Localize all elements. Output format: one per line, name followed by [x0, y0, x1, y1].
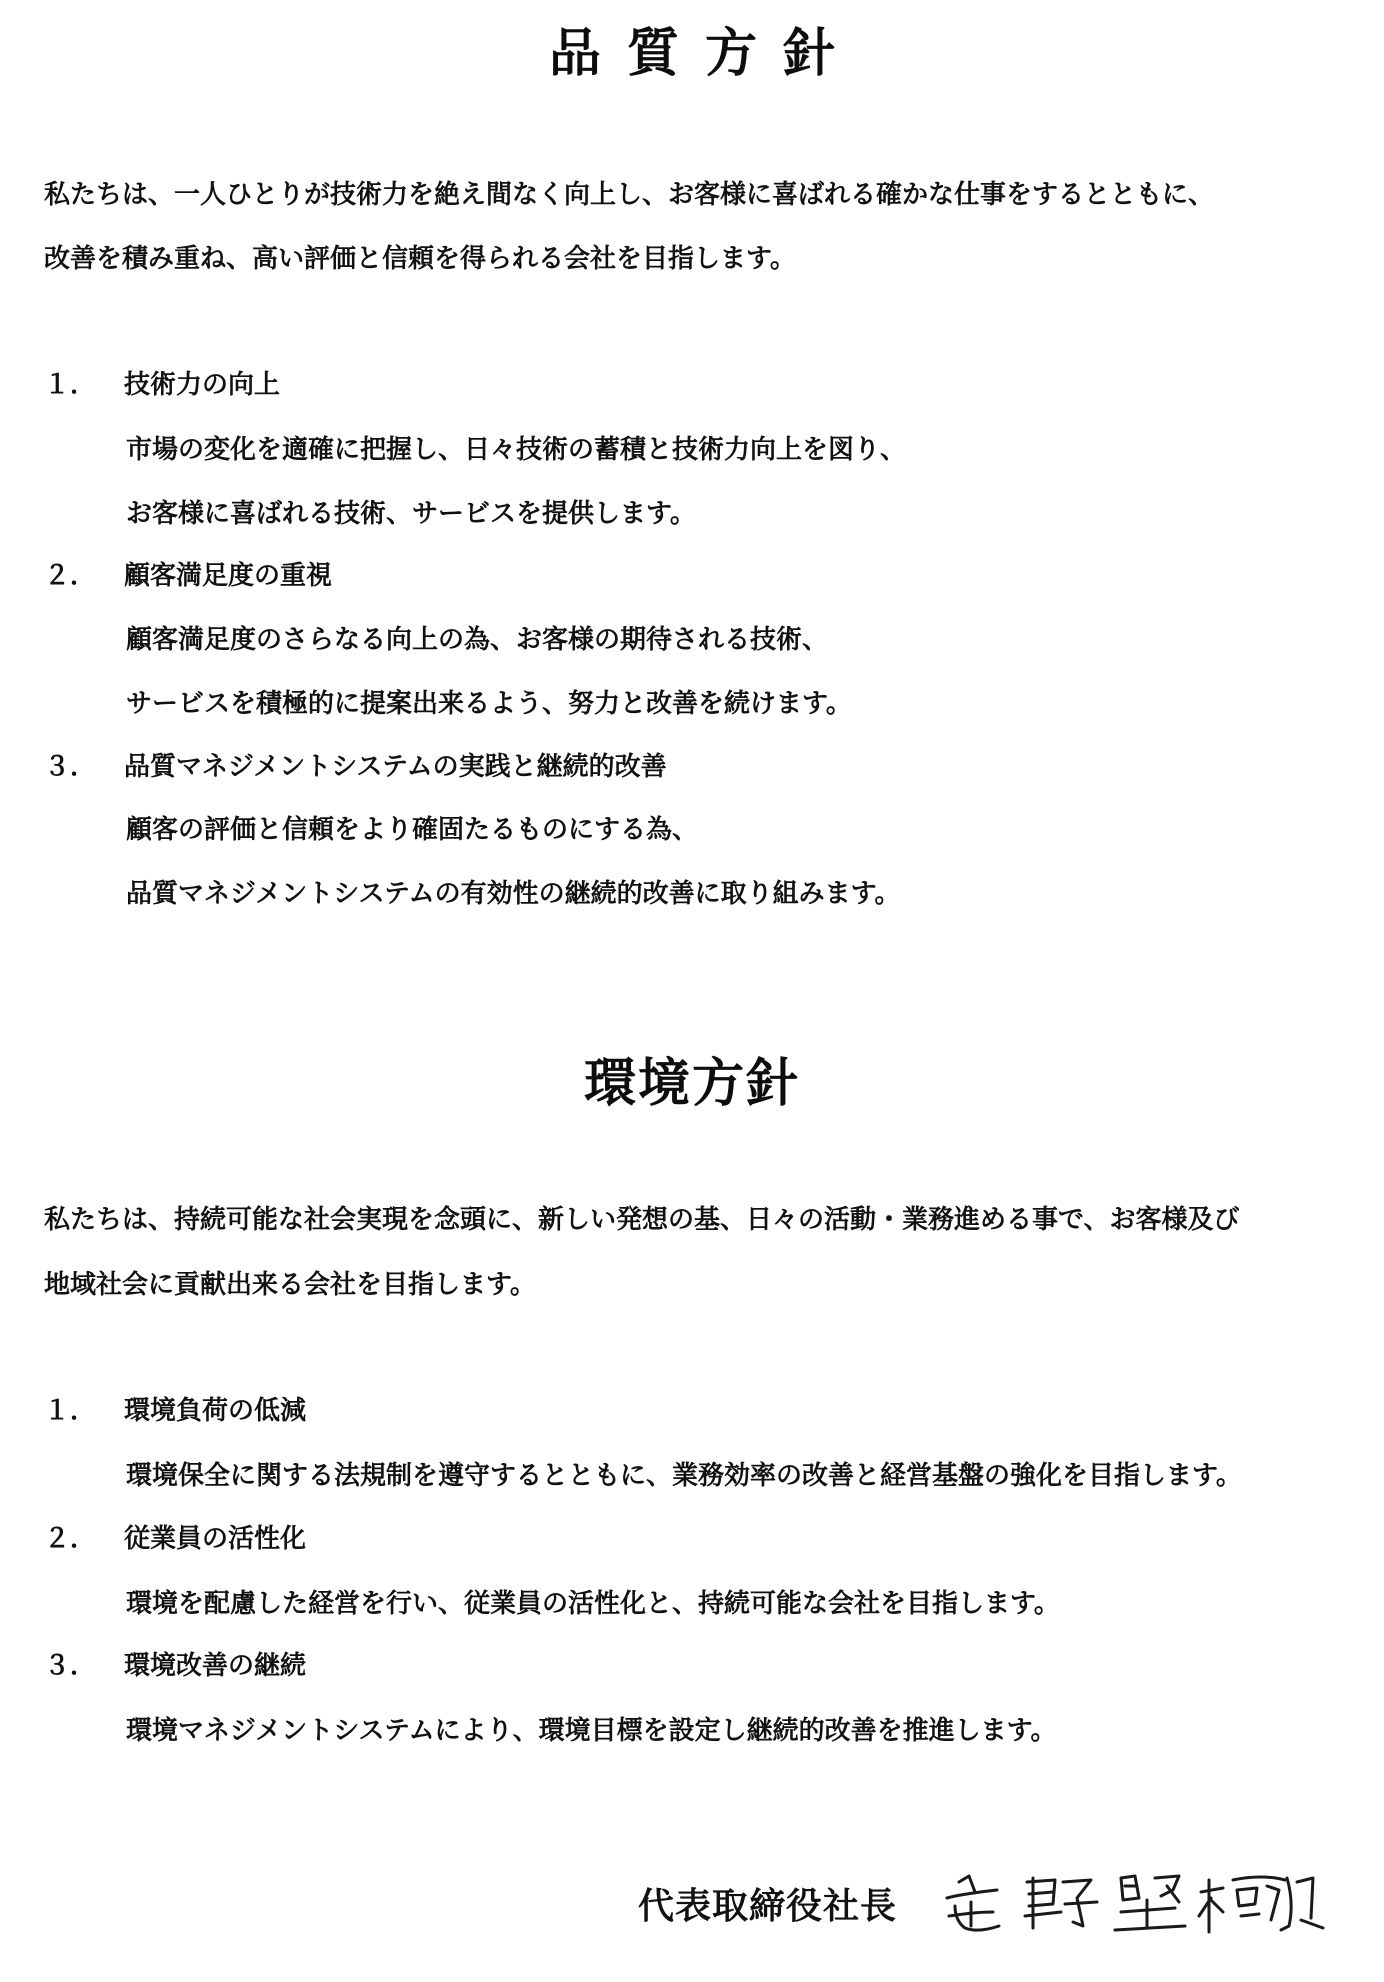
- quality-item-1-line-2: お客様に喜ばれる技術、サービスを提供します。: [126, 499, 696, 529]
- quality-item-2-heading: 顧客満足度の重視: [124, 561, 333, 591]
- environment-item-3: [44, 1653, 306, 1679]
- environment-item-3-number: ３．: [44, 1651, 97, 1681]
- environment-item-1-line-1: 環境保全に関する法規制を遵守するとともに、業務効率の改善と経営基盤の強化を目指します。: [126, 1461, 1242, 1491]
- environment-item-3-line-1: 環境マネジメントシステムにより、環境目標を設定し継続的改善を推進します。: [126, 1716, 1057, 1746]
- environment-item-1-heading: 環境負荷の低減: [124, 1396, 307, 1426]
- quality-item-3-heading: 品質マネジメントシステムの実践と継続的改善: [124, 752, 667, 782]
- environment-item-2: [44, 1526, 306, 1552]
- environment-item-2-number: ２．: [44, 1524, 97, 1554]
- quality-item-1-line-1: 市場の変化を適確に把握し、日々技術の蓄積と技術力向上を図り、: [126, 435, 907, 465]
- quality-intro-line-2: 改善を積み重ね、高い評価と信頼を得られる会社を目指します。: [44, 244, 796, 274]
- quality-item-2: [44, 563, 332, 589]
- signature-block: [638, 1868, 1331, 1938]
- environment-item-1: [44, 1398, 306, 1424]
- quality-item-3-number: ３．: [44, 752, 97, 782]
- quality-item-3-line-1: 顧客の評価と信頼をより確固たるものにする為、: [126, 815, 699, 845]
- quality-item-2-line-2: サービスを積極的に提案出来るよう、努力と改善を続けます。: [126, 689, 852, 719]
- quality-item-1-heading: 技術力の向上: [124, 370, 281, 400]
- environment-intro-line-2: 地域社会に貢献出来る会社を目指します。: [44, 1270, 536, 1300]
- signature-title: 代表取締役社長: [638, 1884, 898, 1927]
- environment-item-3-heading: 環境改善の継続: [124, 1651, 307, 1681]
- quality-item-2-number: ２．: [44, 561, 97, 591]
- environment-item-2-line-1: 環境を配慮した経営を行い、従業員の活性化と、持続可能な会社を目指します。: [126, 1589, 1060, 1619]
- quality-item-3-line-2: 品質マネジメントシステムの有効性の継続的改善に取り組みます。: [126, 879, 901, 909]
- environment-item-1-number: １．: [44, 1396, 97, 1426]
- environment-intro-line-1: 私たちは、持続可能な社会実現を念頭に、新しい発想の基、日々の活動・業務進める事で、お客様及び: [44, 1205, 1240, 1235]
- handwritten-signature: [941, 1868, 1331, 1938]
- quality-item-2-line-1: 顧客満足度のさらなる向上の為、お客様の期待される技術、: [126, 625, 829, 655]
- environment-item-2-heading: 従業員の活性化: [124, 1524, 307, 1554]
- quality-intro-line-1: 私たちは、一人ひとりが技術力を絶え間なく向上し、お客様に喜ばれる確かな仕事をするとともに、: [44, 180, 1215, 210]
- quality-item-1: [44, 372, 280, 398]
- environment-policy-title: 環境方針: [583, 1053, 800, 1114]
- quality-policy-title: 品質方針: [548, 23, 861, 84]
- quality-item-1-number: １．: [44, 370, 97, 400]
- quality-item-3: [44, 754, 667, 780]
